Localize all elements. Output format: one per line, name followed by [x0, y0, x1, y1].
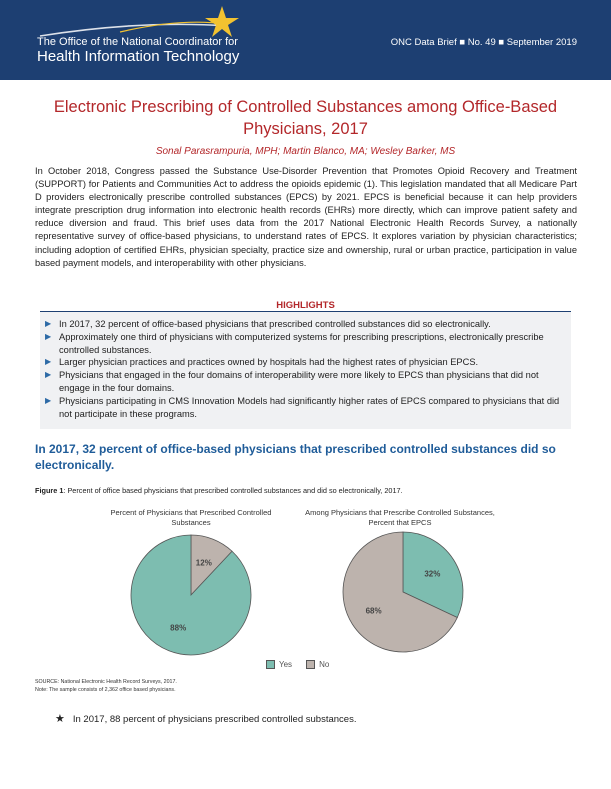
highlight-item: ▶ In 2017, 32 percent of office-based physicians that prescribed controlled substances did so electronically.	[45, 319, 491, 329]
pie-1-label-no: 12%	[195, 558, 212, 568]
legend-swatch-no	[306, 660, 315, 669]
org-name-line1: The Office of the National Coordinator for	[37, 36, 238, 48]
triangle-bullet-icon: ▶	[45, 370, 52, 380]
pie-1-label-yes: 88%	[170, 623, 187, 633]
pie-1-slice-yes	[131, 535, 251, 655]
legend-item-yes: Yes	[266, 660, 292, 669]
legend-item-no: No	[306, 660, 329, 669]
figure-source: SOURCE: National Electronic Health Record Surveys, 2017. Note: The sample consists of 2,362 office based physicians.	[35, 679, 177, 693]
highlight-item: ▶ Approximately one third of physicians with computerized systems for prescribing prescriptions, electronically prescribe controlled substances.	[45, 331, 544, 355]
intro-paragraph: In October 2018, Congress passed the Substance Use-Disorder Prevention that Promotes Opioid Recovery and Treatment (SUPPORT) for Patients and Communities Act to address the opioids epidemic (1). This legislation mandated that all Medicare Part D providers electronically prescribe controlled substances (EPCS) by 2021. EPCS is beneficial because it can help providers integrate prescription drug information into electronic health records (EHRs) more directly, which can improve patient safety and reduce diversion and fraud. This brief uses data from the 2017 National Electronic Health Records Survey, a nationally representative survey of office-based physicians, to understand rates of EPCS. It explores variation by physician characteristics; including adoption of certified EHRs, physician specialty, practice size and ownership, rural or urban practice, participation in value based payment models, and interoperability with other physicians.	[35, 166, 577, 268]
pie-2-label-yes: 32%	[424, 569, 441, 579]
highlights-title: HIGHLIGHTS	[276, 300, 335, 311]
section-heading: In 2017, 32 percent of office-based physicians that prescribed controlled substances did so electronically.	[35, 442, 556, 472]
chart-legend	[266, 660, 343, 669]
page-title: Electronic Prescribing of Controlled Substances among Office-Based Physicians, 2017	[53, 98, 558, 138]
pie-2-label-no: 68%	[365, 606, 382, 616]
brief-label: ONC Data Brief ■ No. 49 ■ September 2019	[390, 37, 577, 48]
pie-2-title: Among Physicians that Prescribe Controlled Substances, Percent that EPCS	[305, 508, 495, 527]
org-name-line2: Health Information Technology	[37, 48, 240, 65]
finding-line: ★ In 2017, 88 percent of physicians prescribed controlled substances.	[55, 713, 357, 725]
legend-swatch-yes	[266, 660, 275, 669]
triangle-bullet-icon: ▶	[45, 395, 52, 405]
highlight-item: ▶ Larger physician practices and practices owned by hospitals had the highest rates of physician EPCS.	[45, 357, 479, 368]
triangle-bullet-icon: ▶	[45, 357, 52, 367]
authors: Sonal Parasrampuria, MPH; Martin Blanco, MA; Wesley Barker, MS	[155, 146, 456, 157]
triangle-bullet-icon: ▶	[45, 331, 52, 341]
pie-1-title: Percent of Physicians that Prescribed Controlled Substances	[110, 508, 272, 527]
highlight-item: ▶ Physicians that engaged in the four domains of interoperability were more likely to EPCS than physicians that did not engage in the four domains.	[45, 370, 539, 393]
triangle-bullet-icon: ▶	[45, 319, 52, 328]
figure-caption: Figure 1: Percent of office based physicians that prescribed controlled substances and did so electronically, 2017.	[35, 486, 403, 495]
highlight-item: ▶ Physicians participating in CMS Innovation Models had significantly higher rates of EPCS compared to physicians that did not participate in these programs.	[45, 395, 560, 419]
star-bullet-icon: ★	[55, 713, 65, 725]
